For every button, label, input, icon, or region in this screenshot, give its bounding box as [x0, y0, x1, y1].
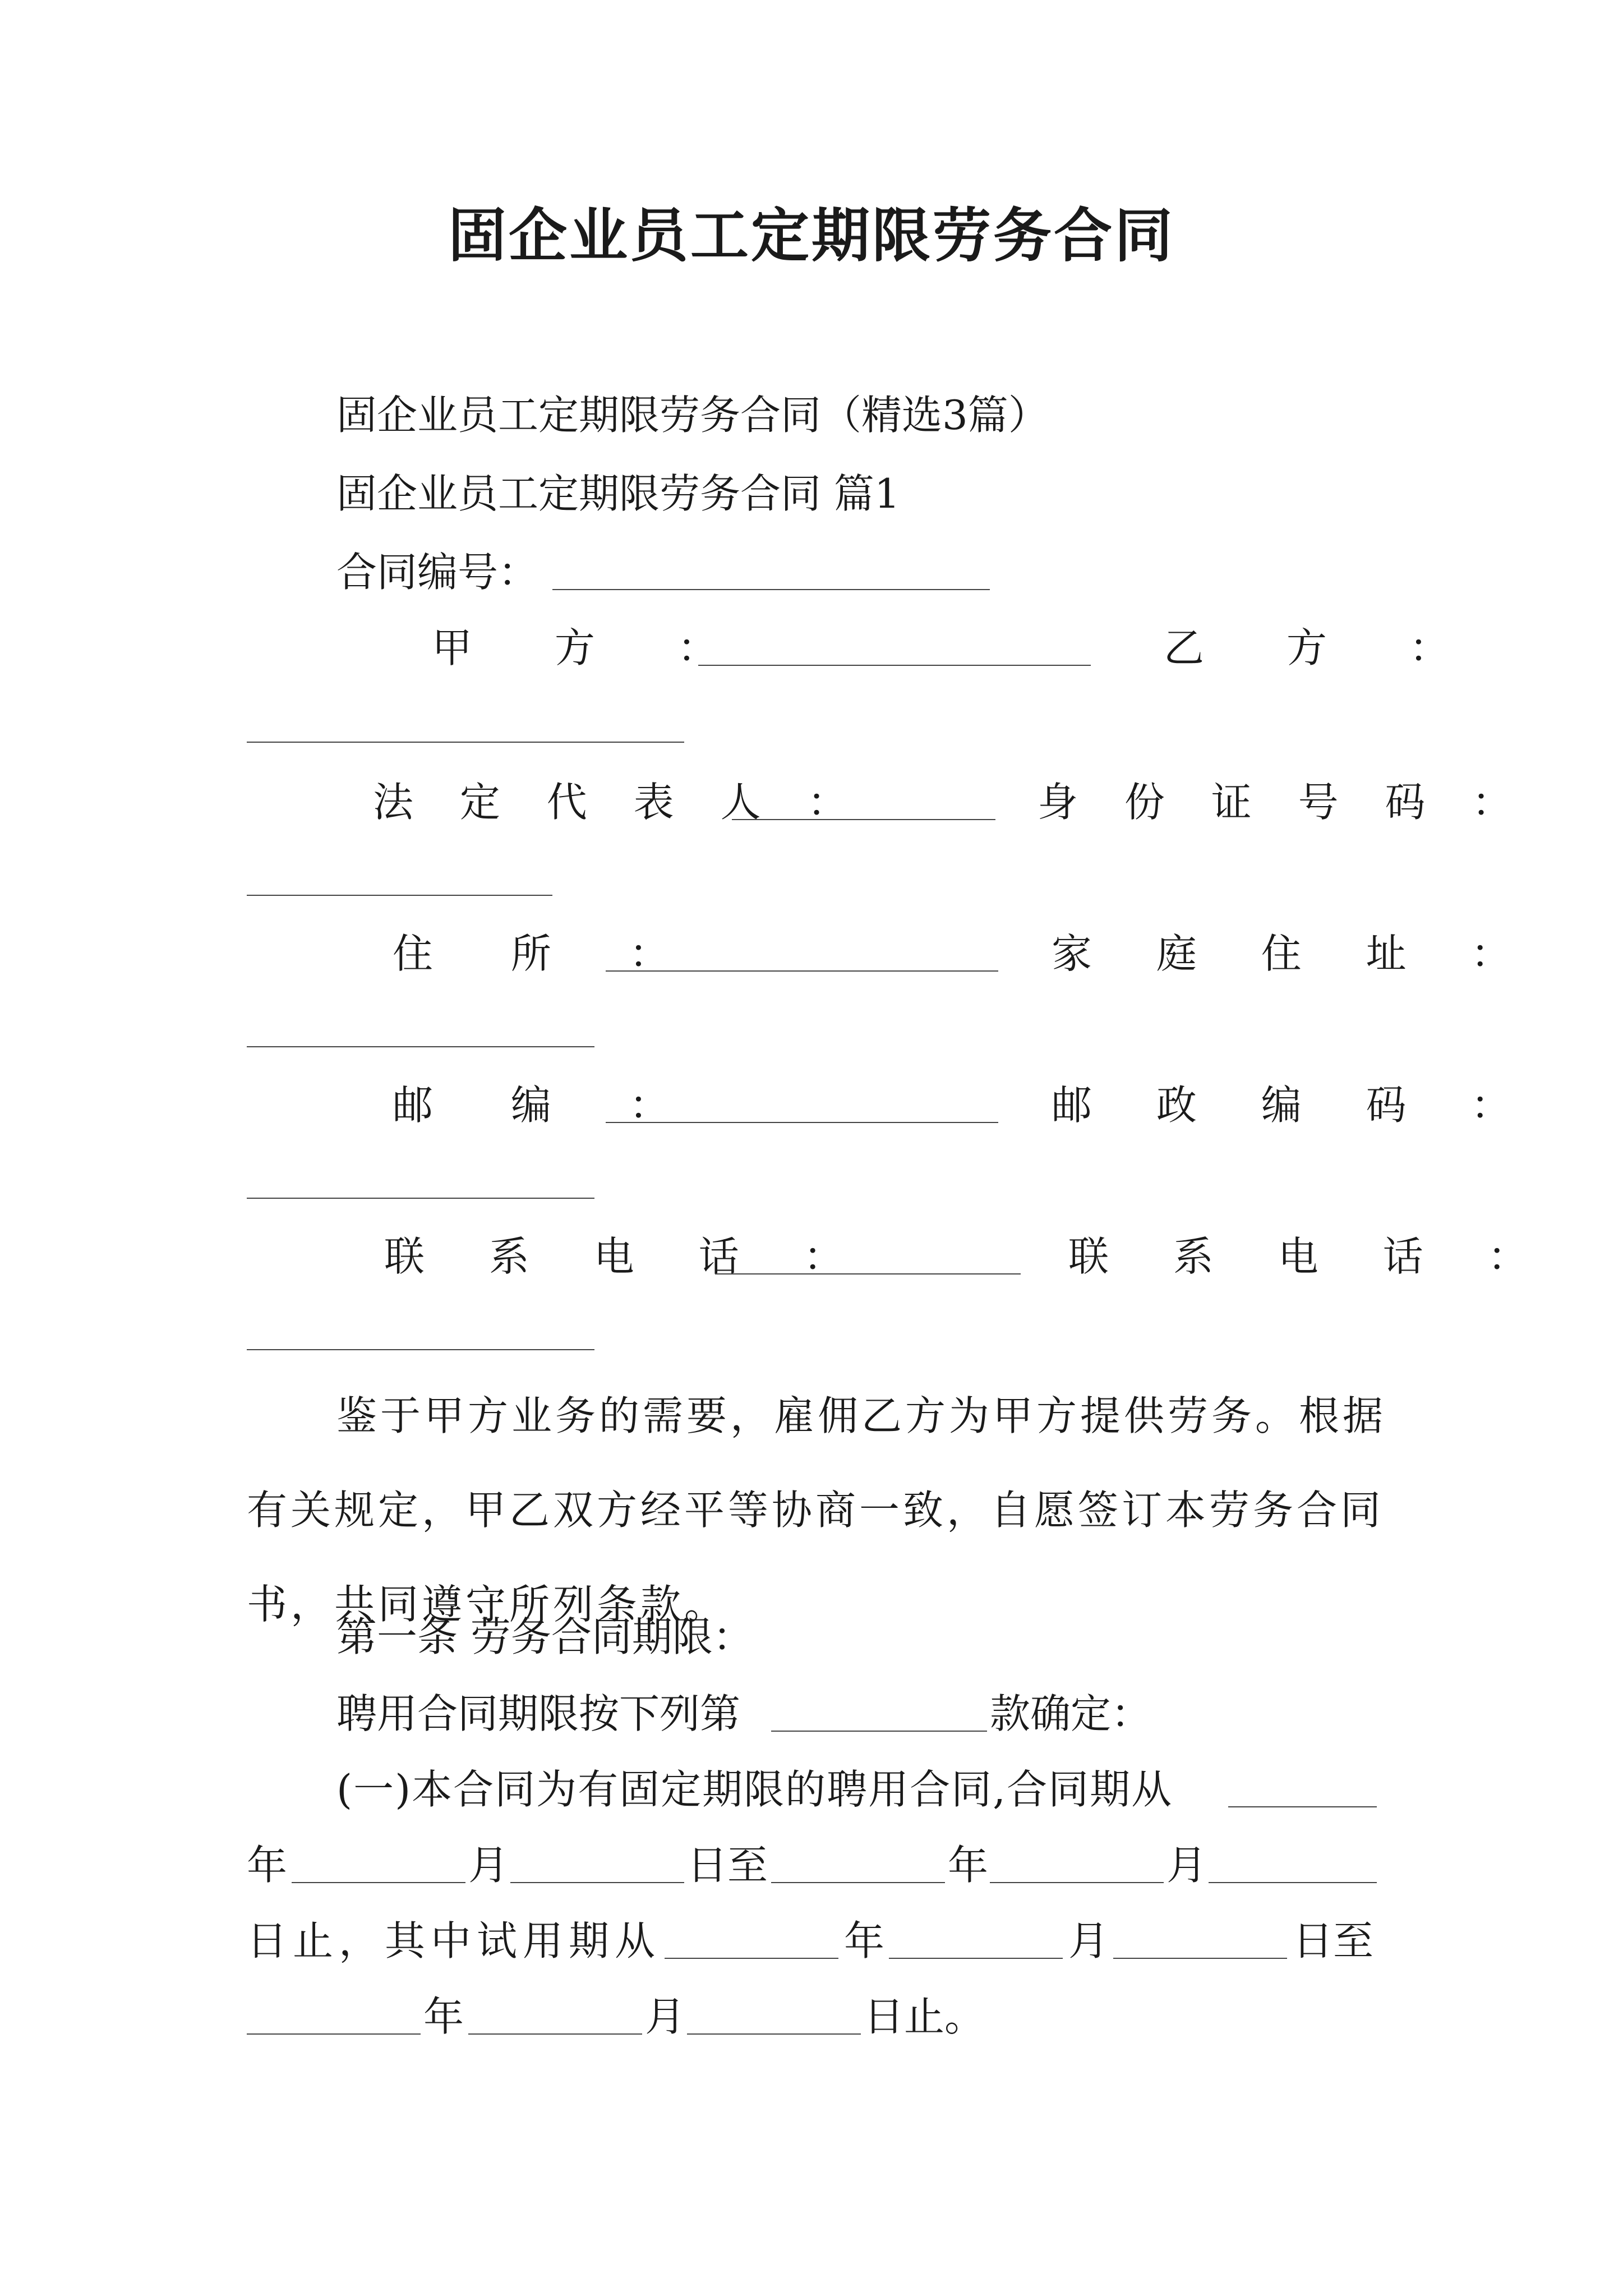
probation-start-month-unit: 月: [1068, 1917, 1109, 1964]
postcode-b-label: 邮 政 编 码 ：: [1052, 1082, 1537, 1129]
start-year-unit: 年: [247, 1842, 288, 1889]
end-year-unit: 年: [948, 1842, 989, 1889]
intro-paragraph: 鉴于甲方业务的需要，雇佣乙方为甲方提供劳务。根据有关规定，甲乙双方经平等协商一致，自愿签订本劳务合同书，共同遵守所列条款。: [247, 1392, 1387, 1628]
postcode-a-field[interactable]: [606, 1122, 998, 1123]
document-title: 固企业员工定期限劳务合同: [448, 201, 1175, 270]
legal-rep-field[interactable]: [732, 819, 995, 820]
start-day-to: 日至: [687, 1842, 768, 1889]
phone-a-field[interactable]: [715, 1273, 1021, 1274]
phone-a-label: 联 系 电 话 ：: [384, 1233, 870, 1280]
end-month-unit: 月: [1166, 1842, 1207, 1889]
clause-1-prefix: (一)本合同为有固定期限的聘用合同,合同期从: [336, 1766, 1173, 1813]
end-day-probation-text: 日止，其中试用期从: [247, 1917, 661, 1964]
home-address-label: 家 庭 住 址 ：: [1052, 930, 1537, 977]
probation-day-to: 日至: [1293, 1917, 1374, 1964]
probation-end-day-field[interactable]: [687, 2033, 861, 2035]
term-clause-field[interactable]: [771, 1731, 987, 1732]
probation-day-end: 日止。: [864, 1993, 985, 2040]
postcode-a-label: 邮 编 ：: [393, 1082, 702, 1129]
start-month-unit: 月: [468, 1842, 509, 1889]
probation-end-month-field[interactable]: [468, 2033, 642, 2035]
party-a-label: 甲 方 ：: [432, 624, 753, 671]
id-number-field[interactable]: [247, 895, 552, 896]
start-month-field[interactable]: [292, 1882, 465, 1883]
start-day-field[interactable]: [510, 1882, 684, 1883]
party-b-field[interactable]: [247, 742, 684, 743]
end-day-field[interactable]: [1209, 1882, 1377, 1883]
party-b-label: 乙 方 ：: [1164, 624, 1484, 671]
end-year-field[interactable]: [771, 1882, 945, 1883]
start-year-field[interactable]: [1228, 1806, 1377, 1807]
postcode-b-field[interactable]: [247, 1198, 594, 1199]
contract-no-field[interactable]: [552, 589, 990, 590]
home-address-field[interactable]: [247, 1046, 594, 1047]
probation-start-year-field[interactable]: [665, 1958, 838, 1959]
probation-start-day-field[interactable]: [1113, 1958, 1287, 1959]
phone-b-field[interactable]: [247, 1349, 594, 1350]
article-1-heading: 第一条 劳务合同期限：: [336, 1613, 753, 1660]
address-label: 住 所 ：: [393, 930, 702, 977]
party-a-field[interactable]: [698, 665, 1091, 666]
document-subtitle: 固企业员工定期限劳务合同（精选3篇）: [336, 392, 1049, 439]
probation-end-year-field[interactable]: [247, 2033, 421, 2035]
probation-start-month-field[interactable]: [889, 1958, 1063, 1959]
end-month-field[interactable]: [990, 1882, 1164, 1883]
probation-end-month-unit: 月: [645, 1993, 686, 2040]
address-field[interactable]: [606, 970, 998, 972]
legal-rep-label: 法 定 代 表 人 ：: [373, 779, 865, 826]
probation-start-year-unit: 年: [844, 1917, 885, 1964]
term-line-suffix: 款确定：: [990, 1690, 1152, 1737]
section-heading: 固企业员工定期限劳务合同 篇1: [336, 470, 900, 517]
phone-b-label: 联 系 电 话 ：: [1068, 1233, 1554, 1280]
id-number-label: 身 份 证 号 码 ：: [1038, 779, 1529, 826]
term-line-prefix: 聘用合同期限按下列第: [336, 1690, 741, 1737]
contract-no-label: 合同编号：: [336, 549, 539, 596]
probation-end-year-unit: 年: [423, 1993, 464, 2040]
